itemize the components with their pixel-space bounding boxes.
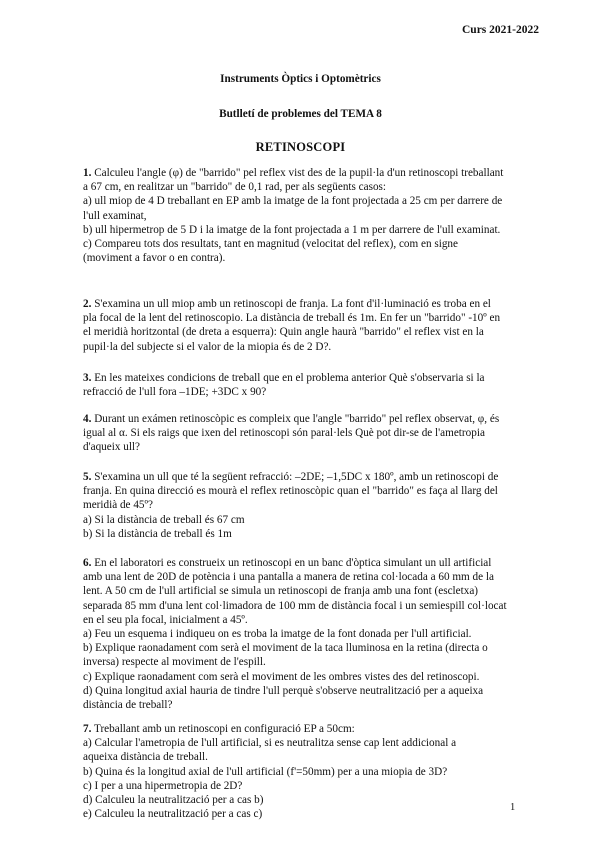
- problem-line: En les mateixes condicions de treball que en el problema anterior Què s'observaria si la: [94, 372, 485, 384]
- problem-6: [83, 556, 548, 712]
- problem-line: b) ull hipermetrop de 5 D i la imatge de la font projectada a 1 m per darrere de l'ull examinat.: [83, 223, 501, 236]
- problem-line: Durant un exámen retinoscòpic es compleix que l'angle "barrido" pel reflex observat, φ, és: [94, 413, 500, 425]
- course-year: Curs 2021-2022: [462, 24, 539, 36]
- problem-line: l'ull examinat,: [83, 209, 147, 222]
- problem-number: 7.: [83, 723, 92, 735]
- problem-line: b) Explique raonadament com serà el moviment de la taca lluminosa en la retina (directa o: [83, 642, 488, 655]
- problem-number: 2.: [83, 298, 92, 310]
- problem-1: [83, 166, 548, 265]
- problem-line: Calculeu l'angle (φ) de "barrido" pel reflex vist des de la pupil·la d'un retinoscopi treballant: [94, 167, 504, 179]
- problem-number: 6.: [83, 557, 92, 569]
- bulletin-title: Butlletí de problemes del TEMA 8: [219, 108, 382, 120]
- problem-line: pla focal de la lent del retinoscopio. La distància de treball és 1m. En fer un "barrido" -10º en: [83, 312, 501, 325]
- problem-line: b) Si la distància de treball és 1m: [83, 527, 232, 540]
- problem-line: d) Calculeu la neutralització per a cas b): [83, 794, 264, 807]
- problem-line: a) Si la distància de treball és 67 cm: [83, 513, 245, 526]
- problem-line: Treballant amb un retinoscopi en configuració EP a 50cm:: [94, 723, 355, 735]
- problem-line: el meridià horitzontal (de dreta a esquerra): Quin angle haurà "barrido" el reflex vist en la: [83, 326, 484, 339]
- problem-line: a 67 cm, en realitzar un "barrido" de 0,1 rad, per als següents casos:: [83, 181, 387, 194]
- problem-line: b) Quina és la longitud axial de l'ull artificial (f'=50mm) per a una miopia de 3D?: [83, 765, 448, 778]
- problem-line: S'examina un ull que té la següent refracció: –2DE; –1,5DC x 180º, amb un retinoscopi de: [94, 471, 499, 483]
- problem-line: d'aqueix ull?: [83, 441, 141, 454]
- problem-line: refracció de l'ull fora –1DE; +3DC x 90?: [83, 386, 267, 399]
- topic-title: RETINOSCOPI: [255, 140, 346, 154]
- problem-line: c) Explique raonadament com serà el moviment de les ombres vistes des del retinoscopi.: [83, 670, 480, 683]
- problem-line: lent. A 50 cm de l'ull artificial se simula un retinoscopi de franja amb una font (escletxa): [83, 585, 479, 598]
- problem-line: a) Calcular l'ametropia de l'ull artificial, si es neutralitza sense cap lent addicional a: [83, 737, 457, 750]
- problem-line: igual al α. Si els raigs que ixen del retinoscopi són paral·lels Què pot dir-se de l'ametropia: [83, 427, 485, 440]
- problem-number: 5.: [83, 471, 92, 483]
- subject-title: Instruments Òptics i Optomètrics: [220, 73, 381, 85]
- problem-line: d) Quina longitud axial hauria de tindre l'ull perquè s'observe neutralització per a aqueixa: [83, 684, 484, 697]
- problem-line: e) Calculeu la neutralització per a cas c): [83, 808, 263, 821]
- problem-number: 4.: [83, 413, 92, 425]
- problem-line: S'examina un ull miop amb un retinoscopi de franja. La font d'il·luminació es troba en el: [94, 298, 491, 310]
- problem-line: c) I per a una hipermetropia de 2D?: [83, 779, 243, 792]
- problem-line: meridià de 45º?: [83, 499, 153, 512]
- problem-line: (moviment a favor o en contra).: [83, 252, 226, 265]
- problem-2: [83, 297, 548, 354]
- problem-line: separada 85 mm d'una lent col·limadora de 100 mm de distància focal i un semiespill col·locat: [83, 599, 507, 612]
- problem-7: [83, 722, 548, 821]
- problem-line: aqueixa distància de treball.: [83, 751, 208, 764]
- problem-number: 1.: [83, 167, 92, 179]
- page-number: 1: [510, 802, 516, 813]
- problem-line: inversa) respecte al moviment de l'espill.: [83, 656, 266, 669]
- problem-line: a) Feu un esquema i indiqueu on es troba la imatge de la font donada per l'ull artificial.: [83, 628, 472, 641]
- problem-line: en el seu pla focal, inicialment a 45º.: [83, 613, 248, 626]
- problem-line: franja. En quina direcció es mourà el reflex retinoscòpic quan el "barrido" es faça al llarg del: [83, 485, 498, 498]
- problem-line: c) Compareu tots dos resultats, tant en magnitud (velocitat del reflex), com en signe: [83, 238, 458, 251]
- problem-3: [83, 371, 548, 399]
- problem-line: pupil·la del subjecte si el valor de la miopia és de 2 D?.: [83, 340, 332, 353]
- problem-line: distància de treball?: [83, 699, 173, 712]
- problem-4: [83, 412, 548, 455]
- problem-5: [83, 470, 548, 541]
- problem-line: amb una lent de 20D de potència i una pantalla a manera de retina col·locada a 60 mm de la: [83, 571, 494, 584]
- problem-line: a) ull miop de 4 D treballant en EP amb la imatge de la font projectada a 25 cm per darrere de: [83, 195, 503, 208]
- problem-number: 3.: [83, 372, 92, 384]
- problem-line: En el laboratori es construeix un retinoscopi en un banc d'òptica simulant un ull artificial: [94, 557, 492, 569]
